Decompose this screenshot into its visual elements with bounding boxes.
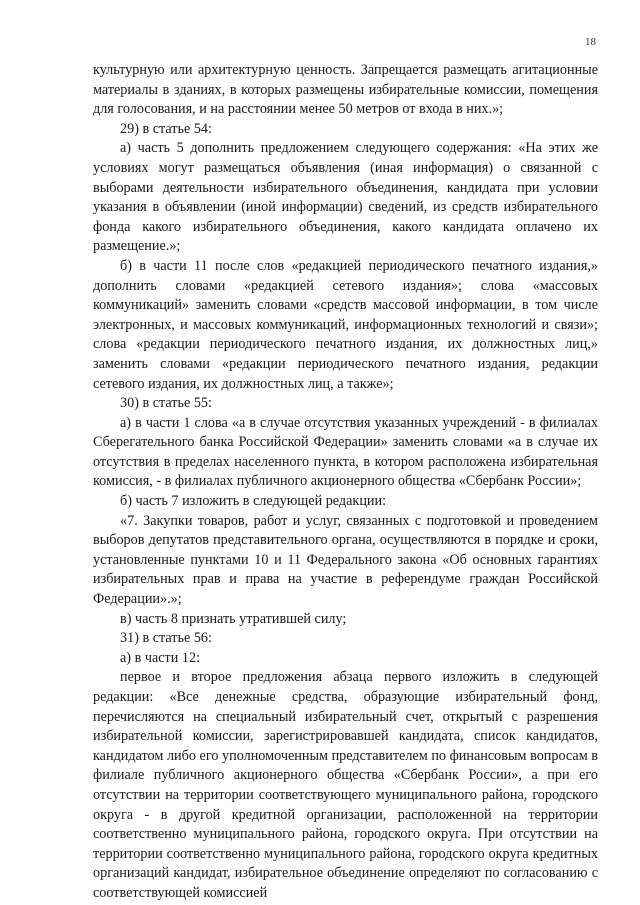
paragraph: а) часть 5 дополнить предложением следующего содержания: «На этих же условиях могут размещаться объявления (иная информация) о связанной с выборами деятельности избирательного объединения, кандидата при условии указания в объявлении (иной информации) сведений, из средств избирательного фонда какого избирательного объединения, какого кандидата оплачено их размещение.»; bbox=[93, 140, 598, 255]
paragraph: б) часть 7 изложить в следующей редакции: bbox=[120, 493, 387, 510]
paragraph: первое и второе предложения абзаца первого изложить в следующей редакции: «Все денежные средства, образующие избирательный фонд, перечисляются на специальный избирательный счет, открытый с разрешения избирательной комиссии, зарегистрировавшей кандидата, список кандидатов, кандидатом либо его уполномоченным представителем по финансовым вопросам в филиале публичного акционерного общества «Сбербанк России», а при его отсутствии на территории соответствующего муниципального района, городского округа - в другой кредитной организации, расположенной на территории соответственно муниципального района, городского округа. При отсутствии на территории соответственно муниципального района, городского округа кредитных организаций кандидат, избирательное объединение определяют по согласованию с соответствующей комиссией bbox=[93, 669, 598, 901]
paragraph: «7. Закупки товаров, работ и услуг, связанных с подготовкой и проведением выборов депутатов представительного органа, осуществляются в порядке и сроки, установленные пунктами 10 и 11 Федерального закона «Об основных гарантиях избирательных прав и права на участие в референдуме граждан Российской Федерации».»; bbox=[93, 512, 598, 608]
paragraph: в) часть 8 признать утратившей силу; bbox=[120, 610, 347, 627]
paragraph: б) в части 11 после слов «редакцией периодического печатного издания,» дополнить словами «редакцией сетевого издания»; слова «массовых коммуникаций» заменить словами «средств массовой информации, в том числе электронных, и массовых коммуникаций, информационных технологий и связи»; слова «редакции периодического печатного издания, их должностных лиц,» заменить словами «редакции периодического печатного издания, редакции сетевого издания, их должностных лиц, а также»; bbox=[93, 257, 598, 392]
paragraph: 29) в статье 54: bbox=[120, 120, 212, 137]
paragraph: а) в части 12: bbox=[120, 649, 201, 666]
paragraph: культурную или архитектурную ценность. Запрещается размещать агитационные материалы в зданиях, в которых размещены избирательные комиссии, помещения для голосования, и на расстоянии менее 50 метров от входа в них.»; bbox=[93, 62, 598, 118]
page-number: 18 bbox=[585, 36, 596, 48]
paragraph: 30) в статье 55: bbox=[120, 395, 212, 412]
document-body bbox=[93, 61, 598, 904]
paragraph: а) в части 1 слова «а в случае отсутствия указанных учреждений - в филиалах Сберегательного банка Российской Федерации» заменить словами «а в случае их отсутствия в пределах населенного пункта, в котором расположена избирательная комиссия, - в филиалах публичного акционерного общества «Сбербанк России»; bbox=[93, 414, 598, 490]
paragraph: 31) в статье 56: bbox=[120, 630, 212, 647]
